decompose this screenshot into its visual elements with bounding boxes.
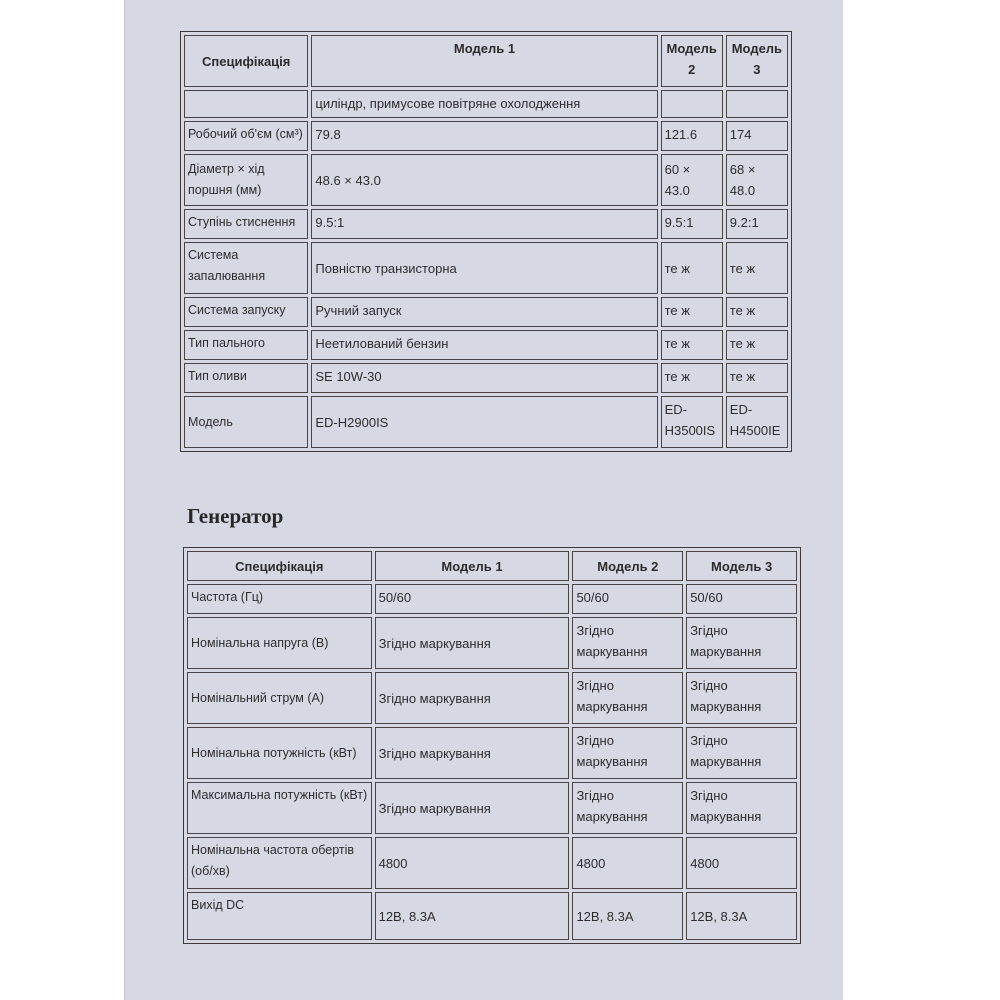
model3-value: [726, 90, 788, 118]
table-row: [187, 837, 797, 889]
table-row: [184, 242, 788, 294]
model1-value: 48.6 × 43.0: [311, 154, 657, 206]
spec-label: Діаметр × хід поршня (мм): [184, 154, 308, 206]
table-row: [187, 617, 797, 669]
table-row: [184, 154, 788, 206]
table-row: [184, 330, 788, 360]
model2-value: 9.5:1: [661, 209, 723, 239]
model1-value: 4800: [375, 837, 570, 889]
model2-value: Згідно маркування: [572, 782, 683, 834]
model3-value: те ж: [726, 363, 788, 393]
spec-label: Тип пального: [184, 330, 308, 360]
spec-label: Номінальна напруга (В): [187, 617, 372, 669]
model2-value: Згідно маркування: [572, 727, 683, 779]
model1-value: Ручний запуск: [311, 297, 657, 327]
model2-value: 12В, 8.3А: [572, 892, 683, 940]
header-cell: Модель 1: [375, 551, 570, 581]
table-row: [187, 727, 797, 779]
model1-value: 12В, 8.3А: [375, 892, 570, 940]
table-header-row: [187, 551, 797, 581]
model1-value: 79.8: [311, 121, 657, 151]
table-row: [184, 90, 788, 118]
spec-label: Вихід DC: [187, 892, 372, 940]
spec-label: Модель: [184, 396, 308, 448]
model2-value: 60 × 43.0: [661, 154, 723, 206]
model1-value: Згідно маркування: [375, 727, 570, 779]
spec-label: Робочий об'єм (см³): [184, 121, 308, 151]
model1-value: ED-H2900IS: [311, 396, 657, 448]
table-row: [187, 584, 797, 614]
model2-value: те ж: [661, 363, 723, 393]
model1-value: Згідно маркування: [375, 782, 570, 834]
model2-value: [661, 90, 723, 118]
spec-label: Система запуску: [184, 297, 308, 327]
model1-value: Неетилований бензин: [311, 330, 657, 360]
spec-label: Номінальний струм (А): [187, 672, 372, 724]
model3-value: те ж: [726, 242, 788, 294]
table-row: [184, 121, 788, 151]
model2-value: ED-H3500IS: [661, 396, 723, 448]
header-cell: Специфікація: [184, 35, 308, 87]
model1-value: 9.5:1: [311, 209, 657, 239]
model1-value: Згідно маркування: [375, 672, 570, 724]
generator-spec-table: [183, 547, 801, 944]
model3-value: Згідно маркування: [686, 782, 797, 834]
header-cell: Модель 2: [572, 551, 683, 581]
table-row: [187, 782, 797, 834]
table-row: [184, 363, 788, 393]
table-header-row: [184, 35, 788, 87]
model3-value: 9.2:1: [726, 209, 788, 239]
header-cell: Модель 3: [686, 551, 797, 581]
model3-value: 50/60: [686, 584, 797, 614]
spec-label: Система запалювання: [184, 242, 308, 294]
header-cell: Специфікація: [187, 551, 372, 581]
spec-label: Ступінь стиснення: [184, 209, 308, 239]
spec-label: [184, 90, 308, 118]
generator-heading: Генератор: [187, 504, 284, 528]
header-cell: Модель 2: [661, 35, 723, 87]
model1-value: Згідно маркування: [375, 617, 570, 669]
model3-value: 68 × 48.0: [726, 154, 788, 206]
model2-value: Згідно маркування: [572, 617, 683, 669]
header-cell: Модель 3: [726, 35, 788, 87]
model1-value: Повністю транзисторна: [311, 242, 657, 294]
model2-value: те ж: [661, 330, 723, 360]
model3-value: 4800: [686, 837, 797, 889]
spec-label: Тип оливи: [184, 363, 308, 393]
model1-value: 50/60: [375, 584, 570, 614]
model3-value: 12В, 8.3А: [686, 892, 797, 940]
spec-label: Частота (Гц): [187, 584, 372, 614]
model2-value: Згідно маркування: [572, 672, 683, 724]
table-row: [184, 297, 788, 327]
model3-value: Згідно маркування: [686, 727, 797, 779]
model2-value: те ж: [661, 242, 723, 294]
spec-label: Максимальна потужність (кВт): [187, 782, 372, 834]
table-row: [187, 892, 797, 940]
model1-value: циліндр, примусове повітряне охолодження: [311, 90, 657, 118]
model3-value: те ж: [726, 330, 788, 360]
engine-spec-table: [180, 31, 792, 452]
spec-label: Номінальна частота обертів (об/хв): [187, 837, 372, 889]
header-cell: Модель 1: [311, 35, 657, 87]
model3-value: 174: [726, 121, 788, 151]
model3-value: ED-H4500IE: [726, 396, 788, 448]
table-row: [187, 672, 797, 724]
model2-value: 50/60: [572, 584, 683, 614]
model2-value: 121.6: [661, 121, 723, 151]
model1-value: SE 10W-30: [311, 363, 657, 393]
table-row: [184, 396, 788, 448]
model2-value: 4800: [572, 837, 683, 889]
model2-value: те ж: [661, 297, 723, 327]
model3-value: те ж: [726, 297, 788, 327]
table-row: [184, 209, 788, 239]
model3-value: Згідно маркування: [686, 672, 797, 724]
spec-label: Номінальна потужність (кВт): [187, 727, 372, 779]
model3-value: Згідно маркування: [686, 617, 797, 669]
